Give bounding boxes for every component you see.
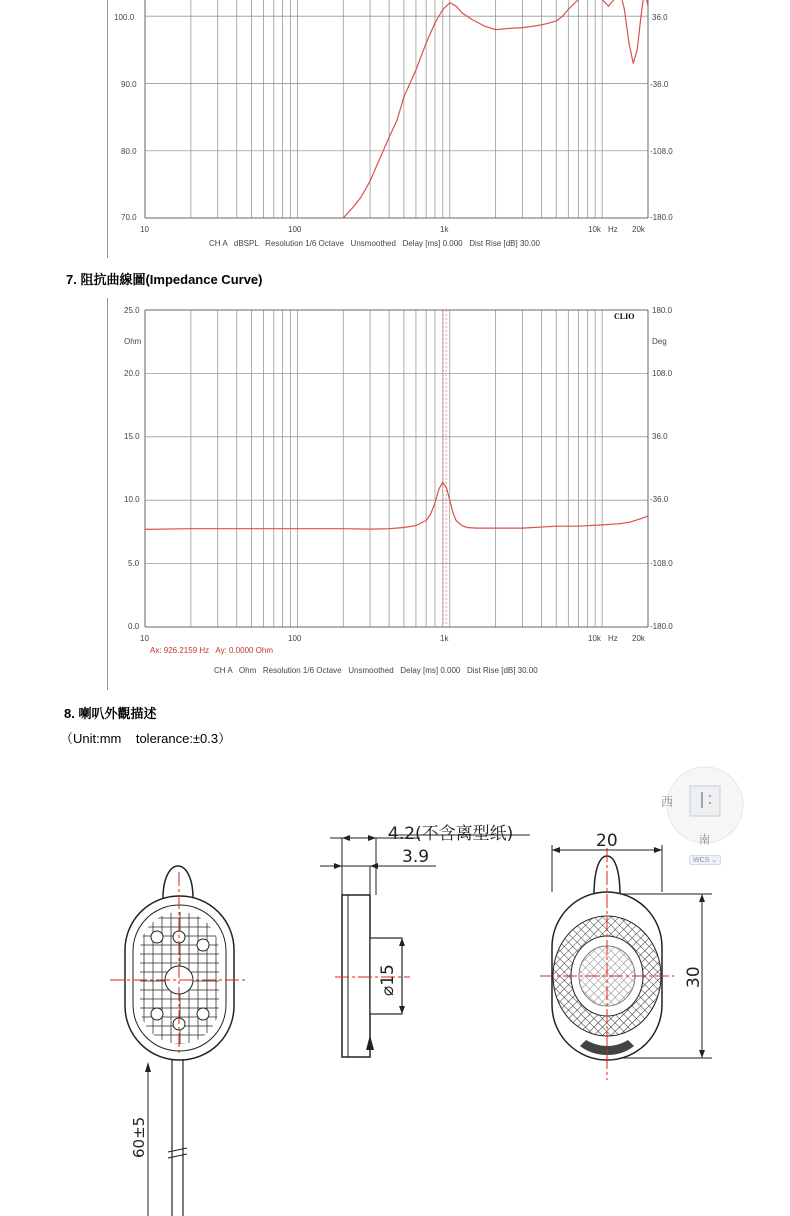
data-point <box>415 69 416 70</box>
data-point <box>352 207 353 208</box>
freq-y-tick: 90.0 <box>121 80 137 89</box>
data-point <box>522 528 523 529</box>
chart-grid <box>145 0 648 218</box>
dim-wire-length: 60±5 <box>130 1116 148 1158</box>
imp-x-tick: 1k <box>440 634 449 643</box>
imp-x-tick: 20k <box>632 634 645 643</box>
data-point <box>602 524 603 525</box>
imp-x-tick: 100 <box>288 634 302 643</box>
data-point <box>633 63 634 64</box>
data-point <box>403 527 404 528</box>
back-view <box>540 845 712 1080</box>
imp-y-tick: 15.0 <box>124 432 140 441</box>
data-point <box>415 525 416 526</box>
imp-y2-tick: Deg <box>652 337 667 346</box>
dim-thickness: 3.9 <box>402 847 430 867</box>
data-point <box>438 488 439 489</box>
data-point <box>446 487 447 488</box>
data-point <box>541 24 542 25</box>
data-point <box>532 26 533 27</box>
freq-x-tick: 20k <box>632 225 645 234</box>
impedance-chart-caption: CH A Ohm Resolution 1/6 Octave Unsmoothed Delay [ms] 0.000 Dist Rise [dB] 30.00 <box>214 666 538 675</box>
data-point <box>297 528 298 529</box>
data-point <box>389 137 390 138</box>
freq-y2-tick: 36.0 <box>652 13 668 22</box>
freq-y-tick: 100.0 <box>114 13 135 22</box>
data-point <box>495 29 496 30</box>
data-point <box>370 529 371 530</box>
freq-y2-tick: -180.0 <box>650 213 673 222</box>
freq-x-tick: Hz <box>608 225 618 234</box>
imp-y-tick: 0.0 <box>128 622 140 631</box>
dim-total-thickness: 4.2(不含离型纸) <box>388 824 514 844</box>
data-point <box>568 9 569 10</box>
data-point <box>251 528 252 529</box>
freq-x-tick: 100 <box>288 225 302 234</box>
mechanical-drawing <box>0 760 790 1216</box>
data-point <box>434 502 435 503</box>
imp-cursor-readout: Ax: 926.2159 Hz Ay: 0.0000 Ohm <box>150 646 274 655</box>
data-point <box>471 19 472 20</box>
imp-y2-tick: 36.0 <box>652 432 668 441</box>
data-point <box>556 526 557 527</box>
data-point <box>442 9 443 10</box>
data-point <box>624 9 625 10</box>
data-point <box>426 43 427 44</box>
freq-x-tick: 10 <box>140 225 149 234</box>
imp-y2-tick: -180.0 <box>650 622 673 631</box>
front-view <box>110 866 246 1216</box>
imp-y-tick: 20.0 <box>124 369 140 378</box>
data-point <box>396 120 397 121</box>
dim-height: 30 <box>684 966 704 988</box>
imp-y2-tick: -36.0 <box>650 495 669 504</box>
data-point <box>619 523 620 524</box>
wcs-dropdown[interactable]: WCS ⌄ <box>689 855 721 865</box>
data-point <box>456 6 457 7</box>
data-point <box>640 16 641 17</box>
unit-tolerance-note: （Unit:mm tolerance:±0.3） <box>60 731 232 746</box>
imp-y2-tick: -108.0 <box>650 559 673 568</box>
data-point <box>360 197 361 198</box>
data-point <box>426 520 427 521</box>
data-point <box>637 49 638 50</box>
freq-y-tick: 80.0 <box>121 147 137 156</box>
data-point <box>578 526 579 527</box>
data-point <box>549 22 550 23</box>
freq-x-tick: 1k <box>440 225 449 234</box>
data-point <box>608 6 609 7</box>
freq-y2-tick: -108.0 <box>650 147 673 156</box>
freq-chart <box>0 0 790 260</box>
data-point <box>190 528 191 529</box>
data-point <box>461 12 462 13</box>
series-line <box>145 482 648 529</box>
data-point <box>403 96 404 97</box>
data-point <box>434 22 435 23</box>
imp-x-tick: 10k <box>588 634 601 643</box>
data-point <box>640 518 641 519</box>
freq-chart-caption: CH A dBSPL Resolution 1/6 Octave Unsmoothed Delay [ms] 0.000 Dist Rise [dB] 30.00 <box>209 239 540 248</box>
data-point <box>628 43 629 44</box>
data-point <box>628 522 629 523</box>
compass-south-label: 南 <box>699 834 710 846</box>
imp-y-tick: 25.0 <box>124 306 140 315</box>
imp-y-tick: Ohm <box>124 337 142 346</box>
data-point <box>456 520 457 521</box>
data-point <box>495 528 496 529</box>
data-point <box>484 26 485 27</box>
data-point <box>380 157 381 158</box>
dim-magnet-diameter: ⌀15 <box>378 964 398 996</box>
section8-title: 8. 喇叭外觀描述 <box>64 706 157 721</box>
data-point <box>467 527 468 528</box>
data-point <box>430 514 431 515</box>
freq-y2-tick: -36.0 <box>650 80 669 89</box>
data-point <box>510 28 511 29</box>
imp-y2-tick: 108.0 <box>652 369 673 378</box>
data-point <box>370 180 371 181</box>
data-point <box>343 528 344 529</box>
impedance-chart-brand: CLIO <box>614 312 635 321</box>
freq-x-tick: 10k <box>588 225 601 234</box>
side-view <box>320 835 530 1057</box>
data-point <box>449 2 450 3</box>
chart-grid <box>145 310 648 627</box>
compass-west-label: 西 <box>661 795 674 809</box>
imp-x-tick: 10 <box>140 634 149 643</box>
data-point <box>442 482 443 483</box>
data-point <box>556 20 557 21</box>
data-point <box>522 27 523 28</box>
freq-y-tick: 70.0 <box>121 213 137 222</box>
data-point <box>461 525 462 526</box>
data-point <box>476 528 477 529</box>
section7-title: 7. 阻抗曲線圖(Impedance Curve) <box>66 272 263 287</box>
dim-width: 20 <box>596 831 618 851</box>
imp-y-tick: 10.0 <box>124 495 140 504</box>
data-point <box>452 512 453 513</box>
data-point <box>389 528 390 529</box>
imp-y2-tick: 180.0 <box>652 306 673 315</box>
data-point <box>449 500 450 501</box>
imp-x-tick: Hz <box>608 634 618 643</box>
data-point <box>562 16 563 17</box>
impedance-chart <box>0 290 790 690</box>
imp-y-tick: 5.0 <box>128 559 140 568</box>
